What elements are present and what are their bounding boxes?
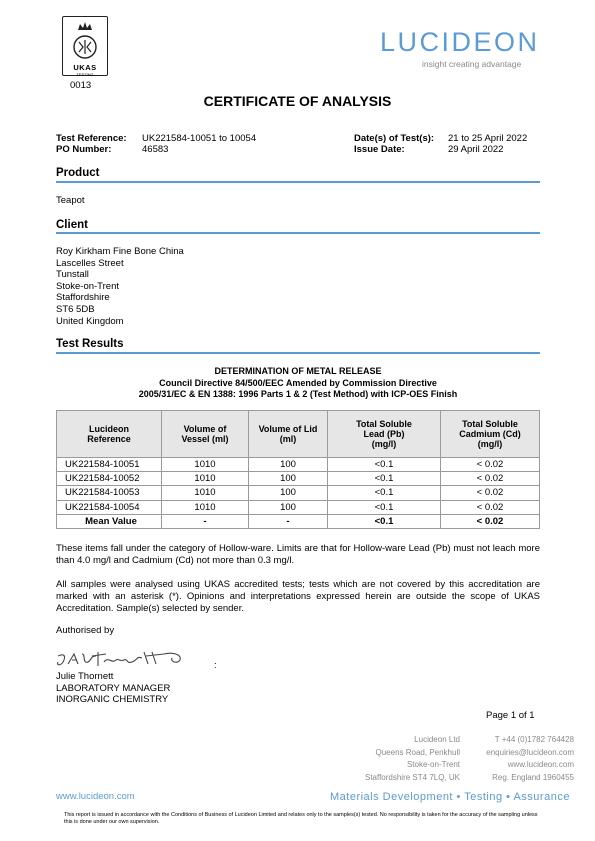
tagline: insight creating advantage [422,59,522,69]
column-header-vessel-volume: Volume of Vessel (ml) [162,411,249,458]
signatory-department: INORGANIC CHEMISTRY [56,694,169,706]
issue-date-label: Issue Date: [354,144,405,155]
signature [52,646,192,672]
footer-address [300,734,460,784]
hollowware-note: These items fall under the category of Hollow-ware. Limits are that for Hollow-ware Lead (Pb) must not leach more than 4.0 mg/l and Cadmium (Cd) not more than 0.3 mg/l. [56,543,540,566]
table-row [57,458,540,472]
footer-contact [470,734,574,784]
ukas-label: UKAS [73,63,97,72]
cell-reference: UK221584-10052 [57,472,162,486]
test-dates-label: Date(s) of Test(s): [354,133,435,144]
results-heading: Test Results [56,338,124,350]
cell-cadmium: < 0.02 [441,472,540,486]
product-heading: Product [56,167,100,179]
cell-reference: UK221584-10054 [57,500,162,514]
signature-colon: : [214,660,217,671]
table-header-row [57,411,540,458]
cell-reference: UK221584-10053 [57,486,162,500]
cell-lead: <0.1 [328,486,441,500]
lucideon-logo: LUCIDEON [380,27,540,57]
footer-website-link[interactable]: www.lucideon.com [507,760,574,769]
method-line: 2005/31/EC & EN 1388: 1996 Parts 1 & 2 (Test Method) with ICP-OES Finish [138,389,458,399]
client-address-line: Roy Kirkham Fine Bone China [56,246,184,257]
cell-cadmium: < 0.02 [441,486,540,500]
footer-phone: T +44 (0)1782 764428 [494,735,574,744]
footer-address-line: Stoke-on-Trent [406,760,460,769]
column-header-cadmium: Total Soluble Cadmium (Cd) (mg/l) [441,411,540,458]
client-heading: Client [56,219,88,231]
column-header-lead: Total Soluble Lead (Pb) (mg/l) [328,411,441,458]
accreditation-number: 0013 [70,80,92,91]
results-method-heading [56,366,540,401]
website-link[interactable]: www.lucideon.com [56,791,135,802]
signatory-role: LABORATORY MANAGER [56,682,171,694]
footer-registration: Reg. England 1960455 [492,772,574,782]
mean-value-row [57,514,540,528]
cell-mean-label: Mean Value [57,514,162,528]
footer-address-line: Queens Road, Penkhull [375,747,460,757]
crown-icon [63,17,107,63]
cell-vessel-volume: 1010 [162,472,249,486]
column-header-lid-volume: Volume of Lid (ml) [249,411,328,458]
cell-vessel-volume: - [162,514,249,528]
cell-lead: <0.1 [328,514,441,528]
method-line: Council Directive 84/500/EEC Amended by Commission Directive [159,377,437,388]
test-reference-value: UK221584-10051 to 10054 [142,133,257,144]
product-divider [56,181,540,183]
page-title: CERTIFICATE OF ANALYSIS [203,93,392,109]
cell-lid-volume: - [249,514,328,528]
po-number-value: 46583 [142,144,169,155]
cell-lid-volume: 100 [249,458,328,472]
cell-cadmium: < 0.02 [441,514,540,528]
client-address-line: United Kingdom [56,315,124,327]
issue-date-value: 29 April 2022 [448,144,504,155]
cell-vessel-volume: 1010 [162,486,249,500]
cell-lid-volume: 100 [249,486,328,500]
authorised-by-label: Authorised by [56,625,115,636]
footer-address-line: Staffordshire ST4 7LQ, UK [364,772,460,782]
table-row [57,486,540,500]
page-number: Page 1 of 1 [486,710,535,721]
test-reference-label: Test Reference: [56,133,127,144]
ukas-note: All samples were analysed using UKAS accredited tests; tests which are not covered by this accreditation are marked with an asterisk (*). Opinions and interpretations expressed herein are outside the scope of UKAS Accreditation. Sample(s) selected by sender. [56,579,540,614]
cell-vessel-volume: 1010 [162,458,249,472]
signatory-block [56,671,170,706]
cell-lead: <0.1 [328,458,441,472]
cell-cadmium: < 0.02 [441,500,540,514]
cell-lead: <0.1 [328,500,441,514]
strapline: Materials Development • Testing • Assurance [330,791,570,803]
cell-lid-volume: 100 [249,472,328,486]
client-address-line: Staffordshire [56,292,110,304]
method-line: DETERMINATION OF METAL RELEASE [214,366,382,376]
table-row [57,500,540,514]
footer-address-line: Lucideon Ltd [414,735,460,744]
table-row [57,472,540,486]
results-table [56,410,540,529]
product-value: Teapot [56,195,85,206]
cell-reference: UK221584-10051 [57,458,162,472]
client-address-line: Stoke-on-Trent [56,280,120,292]
client-address [56,246,184,327]
disclaimer: This report is issued in accordance with the Conditions of Business of Lucideon Limited and relates only to the samples(s) tested. No responsibility is taken for the accuracy of the sampling unless this is done under our own supervision. [64,812,538,825]
ukas-sublabel: TESTING [76,72,94,77]
test-dates-value: 21 to 25 April 2022 [448,133,528,144]
results-divider [56,352,540,354]
po-number-label: PO Number: [56,144,112,155]
signatory-name: Julie Thornett [56,671,114,682]
cell-lid-volume: 100 [249,500,328,514]
client-address-line: Tunstall [56,269,89,281]
footer-email-link[interactable]: enquiries@lucideon.com [486,747,574,757]
cell-cadmium: < 0.02 [441,458,540,472]
cell-lead: <0.1 [328,472,441,486]
client-divider [56,232,540,234]
client-address-line: ST6 5DB [56,303,95,315]
client-address-line: Lascelles Street [56,257,124,269]
ukas-accreditation-logo [62,16,108,76]
cell-vessel-volume: 1010 [162,500,249,514]
column-header-reference: Lucideon Reference [57,411,162,458]
